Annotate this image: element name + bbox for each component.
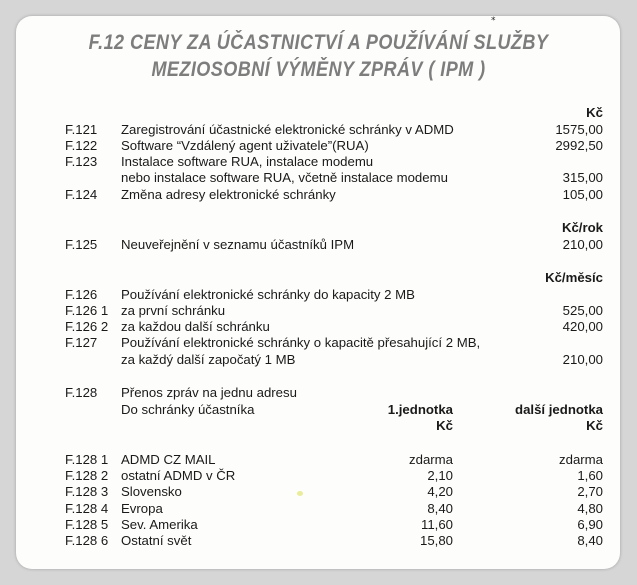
col-next-unit-label: další jednotka bbox=[515, 402, 603, 417]
item-code: F.126 2 bbox=[65, 319, 109, 334]
price-row bbox=[0, 334, 637, 351]
item-code: F.128 3 bbox=[65, 484, 109, 499]
next-unit-price: 2,70 bbox=[577, 484, 603, 499]
transfer-subheading: Do schránky účastníka bbox=[121, 402, 255, 417]
transfer-row bbox=[0, 500, 637, 517]
transfer-row bbox=[0, 467, 637, 484]
title-line-1: F.12 CENY ZA ÚČASTNICTVÍ A POUŽÍVÁNÍ SLUŽBY bbox=[88, 31, 549, 54]
next-unit-price: 8,40 bbox=[577, 533, 603, 548]
item-price: 525,00 bbox=[562, 303, 603, 318]
item-price: 420,00 bbox=[562, 319, 603, 334]
item-description: Používání elektronické schránky do kapacity 2 MB bbox=[121, 287, 415, 302]
item-price: 2992,50 bbox=[555, 138, 603, 153]
item-code: F.126 bbox=[65, 287, 98, 302]
destination: ADMD CZ MAIL bbox=[121, 452, 216, 467]
destination: Sev. Amerika bbox=[121, 517, 198, 532]
transfer-row bbox=[0, 451, 637, 468]
item-description: za první schránku bbox=[121, 303, 226, 318]
transfer-unit-row bbox=[0, 417, 637, 434]
destination: Evropa bbox=[121, 501, 163, 516]
unit-kc-rok: Kč/rok bbox=[561, 220, 603, 235]
price-row bbox=[0, 121, 637, 138]
destination: ostatní ADMD v ČR bbox=[121, 468, 236, 483]
unit-kc-mesic: Kč/měsíc bbox=[545, 270, 603, 285]
item-description: nebo instalace software RUA, včetně instalace modemu bbox=[121, 170, 448, 185]
price-row bbox=[0, 137, 637, 154]
item-code: F.125 bbox=[65, 237, 98, 252]
unit-header-row bbox=[0, 104, 637, 121]
item-price: 210,00 bbox=[562, 237, 603, 252]
unit-header-row bbox=[0, 269, 637, 286]
price-row bbox=[0, 318, 637, 335]
item-price: 210,00 bbox=[562, 352, 603, 367]
item-description: Neuveřejnění v seznamu účastníků IPM bbox=[121, 237, 355, 252]
col-next-unit-currency: Kč bbox=[586, 418, 603, 433]
item-description: za každý další započatý 1 MB bbox=[121, 352, 296, 367]
unit-header-row bbox=[0, 219, 637, 236]
first-unit-price: 11,60 bbox=[420, 517, 453, 532]
col-first-unit-label: 1.jednotka bbox=[387, 402, 453, 417]
next-unit-price: 1,60 bbox=[577, 468, 603, 483]
item-price: 1575,00 bbox=[555, 122, 603, 137]
item-description: Používání elektronické schránky o kapacitě přesahující 2 MB, bbox=[121, 335, 481, 350]
next-unit-price: 4,80 bbox=[577, 501, 603, 516]
col-first-unit-currency: Kč bbox=[436, 418, 453, 433]
item-description: Software “Vzdálený agent uživatele”(RUA) bbox=[121, 138, 369, 153]
scan-mark: ⁎ bbox=[491, 12, 496, 22]
first-unit-price: 2,10 bbox=[427, 468, 453, 483]
item-description: Přenos zpráv na jednu adresu bbox=[121, 385, 297, 400]
item-code: F.124 bbox=[65, 187, 98, 202]
first-unit-price: 4,20 bbox=[427, 484, 453, 499]
item-code: F.128 bbox=[65, 385, 98, 400]
next-unit-price: zdarma bbox=[559, 452, 603, 467]
item-description: Změna adresy elektronické schránky bbox=[121, 187, 336, 202]
item-code: F.123 bbox=[65, 154, 98, 169]
price-row bbox=[0, 286, 637, 303]
price-row bbox=[0, 153, 637, 170]
transfer-row bbox=[0, 483, 637, 500]
transfer-header-row bbox=[0, 401, 637, 418]
item-code: F.128 5 bbox=[65, 517, 109, 532]
price-row bbox=[0, 302, 637, 319]
transfer-row bbox=[0, 516, 637, 533]
price-row-continuation bbox=[0, 351, 637, 368]
item-code: F.128 1 bbox=[65, 452, 109, 467]
unit-kc: Kč bbox=[586, 105, 603, 120]
transfer-row bbox=[0, 532, 637, 549]
price-row bbox=[0, 186, 637, 203]
item-code: F.122 bbox=[65, 138, 98, 153]
item-price: 315,00 bbox=[562, 170, 603, 185]
scan-speck bbox=[297, 491, 303, 496]
price-row bbox=[0, 236, 637, 253]
item-code: F.128 2 bbox=[65, 468, 109, 483]
destination: Ostatní svět bbox=[121, 533, 192, 548]
first-unit-price: zdarma bbox=[409, 452, 453, 467]
item-code: F.126 1 bbox=[65, 303, 109, 318]
item-code: F.128 6 bbox=[65, 533, 109, 548]
next-unit-price: 6,90 bbox=[577, 517, 603, 532]
item-description: Instalace software RUA, instalace modemu bbox=[121, 154, 374, 169]
item-code: F.128 4 bbox=[65, 501, 109, 516]
destination: Slovensko bbox=[121, 484, 182, 499]
price-row bbox=[0, 384, 637, 401]
price-row-continuation bbox=[0, 169, 637, 186]
first-unit-price: 8,40 bbox=[427, 501, 453, 516]
item-description: Zaregistrování účastnické elektronické schránky v ADMD bbox=[121, 122, 454, 137]
item-description: za každou další schránku bbox=[121, 319, 270, 334]
title-line-2: MEZIOSOBNÍ VÝMĚNY ZPRÁV ( IPM ) bbox=[151, 58, 486, 81]
item-code: F.127 bbox=[65, 335, 98, 350]
item-price: 105,00 bbox=[562, 187, 603, 202]
item-code: F.121 bbox=[65, 122, 98, 137]
first-unit-price: 15,80 bbox=[419, 533, 453, 548]
